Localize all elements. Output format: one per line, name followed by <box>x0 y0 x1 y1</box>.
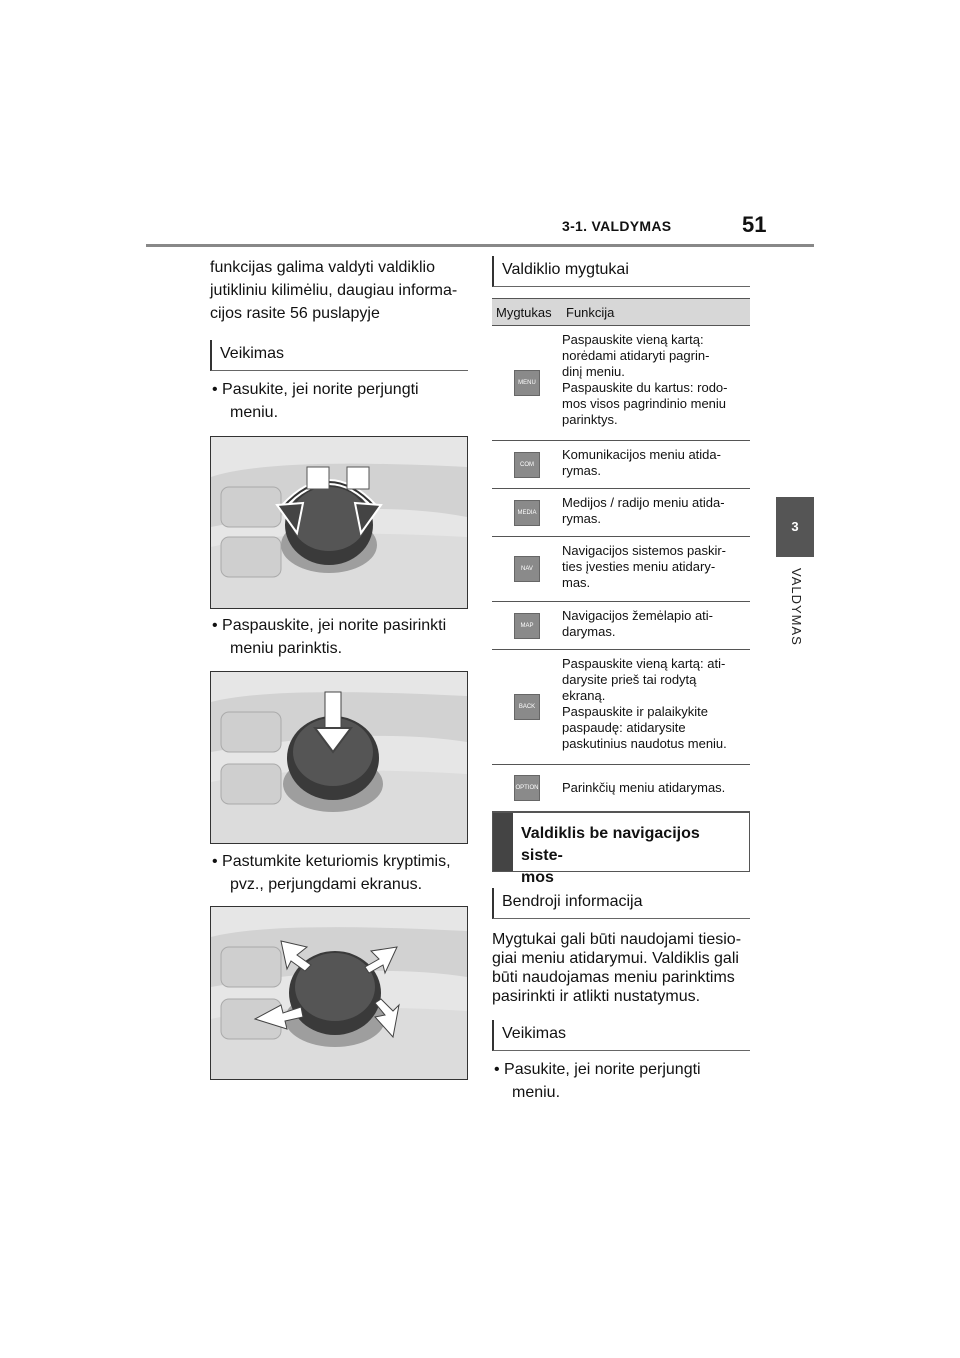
intro-line: jutikliniu kilimėliu, daugiau informa- <box>210 282 458 299</box>
cell-line: Parinkčių meniu atidarymas. <box>562 780 726 795</box>
bullet-line: • Paspauskite, jei norite pasirinkti <box>212 617 447 634</box>
cell-line: mas. <box>562 575 591 590</box>
option-button-icon: OPTION <box>514 775 540 801</box>
table-row <box>492 326 750 441</box>
cell-line: dinį meniu. <box>562 364 625 379</box>
table-row <box>492 650 750 765</box>
heading-line: mos <box>521 869 554 886</box>
table-cell-function <box>562 602 750 649</box>
table-cell-function <box>562 650 750 764</box>
media-button-icon: MEDIA <box>514 500 540 526</box>
section-heading-general: Bendroji informacija <box>492 888 750 919</box>
menu-button-icon: MENU <box>514 370 540 396</box>
table-cell-function <box>562 780 750 796</box>
para-line: pasirinkti ir atlikti nustatymus. <box>492 988 701 1005</box>
chapter-tab: 3 <box>776 497 814 557</box>
controller-push-image <box>210 906 468 1080</box>
table-cell-function <box>562 489 750 536</box>
cell-line: Navigacijos sistemos paskir- <box>562 543 726 558</box>
table-row <box>492 441 750 489</box>
heading-line: Valdiklis be navigacijos siste- <box>521 825 700 864</box>
controller-rotate-image <box>210 436 468 609</box>
bullet-line: meniu. <box>512 1084 561 1101</box>
bullet-line: pvz., perjungdami ekranus. <box>230 876 423 893</box>
cell-line: rymas. <box>562 511 601 526</box>
cell-line: paspaudę: atidarysite <box>562 720 686 735</box>
table-cell-function <box>562 537 750 601</box>
general-paragraph <box>492 930 754 1006</box>
table-header-button: Mygtukas <box>496 304 552 320</box>
bullet-press <box>212 614 470 660</box>
controller-press-image <box>210 671 468 844</box>
cell-line: norėdami atidaryti pagrin- <box>562 348 710 363</box>
nav-button-icon: NAV <box>514 556 540 582</box>
intro-line: funkcijas galima valdyti valdiklio <box>210 259 435 276</box>
back-button-icon: BACK <box>514 694 540 720</box>
bullet-rotate <box>212 378 470 424</box>
cell-line: Medijos / radijo meniu atida- <box>562 495 725 510</box>
cell-line: darymas. <box>562 624 616 639</box>
section-heading-controller-buttons: Valdiklio mygtukai <box>492 256 750 287</box>
header-rule <box>146 244 814 247</box>
section-heading-operation-right: Veikimas <box>492 1020 750 1051</box>
com-button-icon: COM <box>514 452 540 478</box>
cell-line: ekraną. <box>562 688 606 703</box>
bullet-line: meniu parinktis. <box>230 640 343 657</box>
intro-line: cijos rasite 56 puslapyje <box>210 305 380 322</box>
bullet-line: • Pasukite, jei norite perjungti <box>494 1061 701 1078</box>
section-heading-operation: Veikimas <box>210 340 468 371</box>
table-header <box>492 298 750 326</box>
cell-line: rymas. <box>562 463 601 478</box>
para-line: Mygtukai gali būti naudojami tiesio- <box>492 931 742 948</box>
table-cell-function <box>562 441 750 488</box>
cell-line: Paspauskite vieną kartą: ati- <box>562 656 726 671</box>
intro-paragraph <box>210 256 470 325</box>
table-row <box>492 602 750 650</box>
table-row <box>492 765 750 812</box>
table-header-function: Funkcija <box>566 304 615 320</box>
page-number: 51 <box>742 212 767 237</box>
heading-controller-without-nav <box>492 812 750 886</box>
bullet-line: • Pastumkite keturiomis kryptimis, <box>212 853 451 870</box>
para-line: giai meniu atidarymui. Valdiklis gali <box>492 950 739 967</box>
cell-line: Komunikacijos meniu atida- <box>562 447 721 462</box>
cell-line: mos visos pagrindinio meniu <box>562 396 727 411</box>
heading-text <box>521 823 743 889</box>
cell-line: paskutinius naudotus meniu. <box>562 736 727 751</box>
bullet-line: meniu. <box>230 404 279 421</box>
section-title: 3-1. VALDYMAS <box>562 218 672 234</box>
cell-line: Navigacijos žemėlapio ati- <box>562 608 714 623</box>
bullet-rotate-right <box>494 1058 752 1104</box>
cell-line: parinktys. <box>562 412 618 427</box>
table-cell-function <box>562 326 750 440</box>
bullet-push <box>212 850 470 896</box>
cell-line: Paspauskite ir palaikykite <box>562 704 708 719</box>
cell-line: darysite prieš tai rodytą <box>562 672 697 687</box>
para-line: būti naudojamas meniu parinktims <box>492 969 735 986</box>
cell-line: ties įvesties meniu atidary- <box>562 559 716 574</box>
chapter-label: VALDYMAS <box>789 568 804 646</box>
cell-line: Paspauskite vieną kartą: <box>562 332 704 347</box>
table-row <box>492 537 750 602</box>
buttons-table <box>492 298 750 812</box>
table-row <box>492 489 750 537</box>
heading-bar <box>493 813 513 871</box>
cell-line: Paspauskite du kartus: rodo- <box>562 380 728 395</box>
map-button-icon: MAP <box>514 613 540 639</box>
bullet-line: • Pasukite, jei norite perjungti <box>212 381 419 398</box>
